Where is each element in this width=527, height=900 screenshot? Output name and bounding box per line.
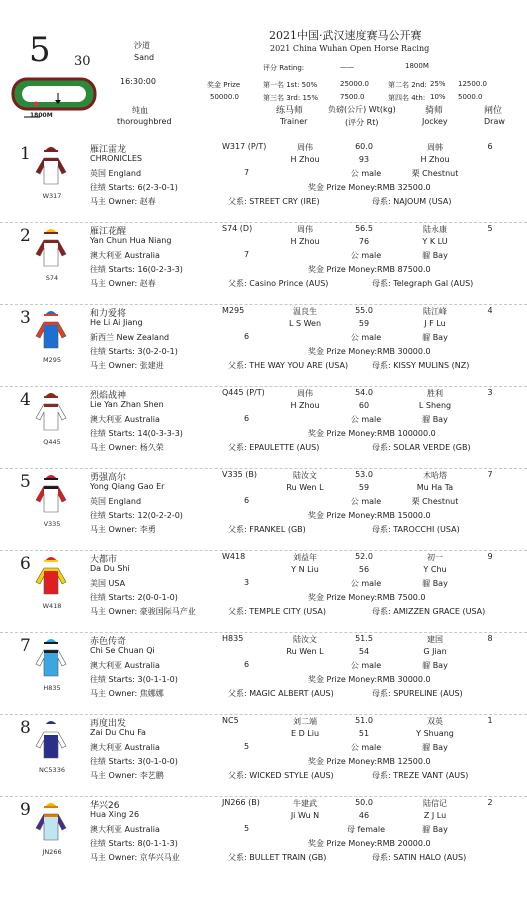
- horse-starts: 往绩 Starts: 16(0-2-3-3): [90, 265, 183, 274]
- sire: 父系: EPAULETTE (AUS): [228, 443, 320, 452]
- horse-code: V335: [43, 520, 61, 528]
- prize-3rd-label: 第三名 3rd: 15%: [263, 94, 319, 102]
- horse-entry: [0, 796, 527, 878]
- horse-draw-number: 5: [244, 824, 250, 833]
- horse-starts: 往绩 Starts: 8(0-1-1-3): [90, 839, 178, 848]
- horse-sex: 公 male: [350, 743, 382, 752]
- horse-name-cn: 雁江雷龙: [90, 145, 127, 155]
- jockey-en: Y Shuang: [416, 729, 454, 738]
- sire: 父系: STREET CRY (IRE): [228, 197, 320, 206]
- horse-code: Q445: [43, 438, 61, 446]
- horse-starts: 往绩 Starts: 3(0-1-1-0): [90, 675, 178, 684]
- horse-name-en: CHRONICLES: [90, 154, 142, 163]
- horse-code: M295: [42, 356, 61, 364]
- track-diagram: [10, 76, 100, 120]
- horse-number: 3: [20, 308, 31, 328]
- horse-name-cn: 和力爱将: [90, 309, 127, 319]
- horse-owner: 马主 Owner: 赵春: [90, 197, 156, 206]
- horse-weight: 56.5: [355, 224, 373, 233]
- horse-rating-score: 93: [358, 155, 370, 164]
- dam: 母系: AMIZZEN GRACE (USA): [372, 607, 486, 616]
- col-draw-cn: 闸位: [484, 106, 503, 116]
- col-trainer-en: Trainer: [280, 117, 308, 126]
- horse-starts: 往绩 Starts: 3(0-2-0-1): [90, 347, 178, 356]
- horse-number: 5: [20, 472, 31, 492]
- horse-name-cn: 烈焰战神: [90, 391, 127, 401]
- horse-weight: 51.0: [355, 716, 373, 725]
- sire: 父系: FRANKEL (GB): [228, 525, 306, 534]
- rating-label: 评分 Rating:: [263, 64, 305, 72]
- gate-number: 6: [487, 142, 493, 151]
- horse-rating-score: 59: [358, 319, 370, 328]
- horse-sex: 公 male: [350, 251, 382, 260]
- col-jockey-en: Jockey: [422, 117, 448, 126]
- prize-money: 奖金 Prize Money:RMB 30000.0: [308, 675, 431, 684]
- dam: 母系: Telegraph Gal (AUS): [372, 279, 474, 288]
- sire: 父系: TEMPLE CITY (USA): [228, 607, 327, 616]
- prize-4th-value: 5000.0: [458, 93, 483, 101]
- horse-owner: 马主 Owner: 李勇: [90, 525, 156, 534]
- horse-number: 7: [20, 636, 31, 656]
- track-distance-label: 1800M: [30, 112, 53, 119]
- gate-number: 4: [487, 306, 493, 315]
- horse-entry: [0, 714, 527, 797]
- horse-name-cn: 大都市: [90, 555, 118, 565]
- horse-owner: 马主 Owner: 京华兴马业: [90, 853, 180, 862]
- race-number: 5: [29, 30, 51, 70]
- rating-dash: ——: [340, 63, 354, 71]
- horse-code: W317: [42, 192, 62, 200]
- horse-name-cn: 勇强高尔: [90, 473, 127, 483]
- horse-name-en: He Li Ai Jiang: [90, 318, 143, 327]
- horse-sex: 公 male: [350, 497, 382, 506]
- col-trainer-cn: 练马师: [276, 106, 304, 116]
- horse-rating: NC5: [222, 716, 239, 725]
- trainer-en: Ru Wen L: [286, 647, 324, 656]
- race-title-en: 2021 China Wuhan Open Horse Racing: [270, 44, 430, 53]
- jockey-silk-icon: [35, 390, 67, 432]
- prize-2nd-label: 第二名 2nd:: [388, 81, 427, 89]
- horse-owner: 马主 Owner: 豪骏国际马产业: [90, 607, 196, 616]
- prize-money: 奖金 Prize Money:RMB 15000.0: [308, 511, 431, 520]
- horse-rating-score: 46: [358, 811, 370, 820]
- trainer-cn: 温良生: [293, 307, 317, 316]
- col-jockey-cn: 骑师: [425, 106, 444, 116]
- horse-owner: 马主 Owner: 赵春: [90, 279, 156, 288]
- horse-draw-number: 6: [244, 414, 250, 423]
- horse-name-en: Chi Se Chuan Qi: [90, 646, 155, 655]
- horse-name-cn: 雁江花醒: [90, 227, 127, 237]
- jockey-en: Z J Lu: [423, 811, 447, 820]
- trainer-en: H Zhou: [290, 401, 320, 410]
- horse-owner: 马主 Owner: 张建进: [90, 361, 164, 370]
- horse-entry: [0, 386, 527, 469]
- horse-rating: S74 (D): [222, 224, 253, 233]
- jockey-en: H Zhou: [420, 155, 450, 164]
- trainer-en: L S Wen: [288, 319, 322, 328]
- horse-number: 2: [20, 226, 31, 246]
- jockey-silk-icon: [35, 226, 67, 268]
- horse-rating: W317 (P/T): [222, 142, 267, 151]
- gate-number: 5: [487, 224, 493, 233]
- horse-draw-number: 6: [244, 496, 250, 505]
- horse-origin: 澳大利亚 Australia: [90, 825, 160, 834]
- race-distance-small: 30: [74, 54, 91, 69]
- jockey-en: Y K LU: [422, 237, 448, 246]
- prize-2nd-pct: 25%: [430, 80, 446, 88]
- prize-money: 奖金 Prize Money:RMB 32500.0: [308, 183, 431, 192]
- jockey-en: Mu Ha Ta: [416, 483, 454, 492]
- horse-sex: 公 male: [350, 415, 382, 424]
- gate-number: 3: [487, 388, 493, 397]
- surface-cn: 沙道: [134, 41, 150, 50]
- jockey-cn: 陆信记: [423, 799, 447, 808]
- horse-color: 栗 Chestnut: [411, 169, 459, 178]
- horse-rating: M295: [222, 306, 245, 315]
- horse-code: W418: [42, 602, 62, 610]
- trainer-en: Y N Liu: [291, 565, 319, 574]
- jockey-cn: 木哈塔: [423, 471, 447, 480]
- trainer-cn: 刘益年: [293, 553, 317, 562]
- jockey-cn: 陆江峰: [423, 307, 447, 316]
- race-title-cn: 2021中国·武汉速度赛马公开赛: [269, 29, 422, 42]
- jockey-cn: 初一: [427, 553, 443, 562]
- horse-rating: JN266 (B): [222, 798, 260, 807]
- horse-number: 9: [20, 800, 31, 820]
- jockey-en: G Jian: [423, 647, 447, 656]
- prize-label: 奖金 Prize: [207, 81, 241, 89]
- jockey-silk-icon: [35, 308, 67, 350]
- horse-sex: 母 female: [346, 825, 386, 834]
- prize-1st-value: 25000.0: [340, 80, 369, 88]
- surface-en: Sand: [134, 53, 155, 62]
- jockey-cn: 周韩: [427, 143, 443, 152]
- prize-4th-label: 第四名 4th:: [388, 94, 426, 102]
- horse-name-cn: 再度出发: [90, 719, 127, 729]
- prize-money: 奖金 Prize Money:RMB 100000.0: [308, 429, 436, 438]
- horse-code: H835: [43, 684, 61, 692]
- horse-sex: 公 male: [350, 169, 382, 178]
- jockey-cn: 双英: [427, 717, 443, 726]
- distance-top: 1800M: [405, 62, 429, 70]
- horse-name-cn: 华兴26: [90, 801, 120, 811]
- horse-weight: 53.0: [355, 470, 373, 479]
- prize-total: 50000.0: [210, 93, 239, 101]
- breed-en: thoroughbred: [117, 117, 172, 126]
- dam: 母系: NAJOUM (USA): [372, 197, 452, 206]
- trainer-cn: 陆汝文: [293, 635, 317, 644]
- dam: 母系: KISSY MULINS (NZ): [372, 361, 470, 370]
- prize-money: 奖金 Prize Money:RMB 7500.0: [308, 593, 426, 602]
- prize-money: 奖金 Prize Money:RMB 30000.0: [308, 347, 431, 356]
- jockey-silk-icon: [35, 554, 67, 596]
- trainer-en: Ru Wen L: [286, 483, 324, 492]
- horse-weight: 50.0: [355, 798, 373, 807]
- horse-starts: 往绩 Starts: 6(2-3-0-1): [90, 183, 178, 192]
- horse-entry: [0, 222, 527, 305]
- col-weight-en: (评分 Rt): [345, 118, 379, 127]
- jockey-silk-icon: [35, 636, 67, 678]
- prize-money: 奖金 Prize Money:RMB 87500.0: [308, 265, 431, 274]
- jockey-silk-icon: [35, 144, 67, 186]
- jockey-en: L Sheng: [418, 401, 452, 410]
- horse-rating: W418: [222, 552, 246, 561]
- dam: 母系: SOLAR VERDE (GB): [372, 443, 471, 452]
- horse-sex: 公 male: [350, 579, 382, 588]
- jockey-silk-icon: [35, 472, 67, 514]
- gate-number: 8: [487, 634, 493, 643]
- dam: 母系: SPURELINE (AUS): [372, 689, 463, 698]
- breed-cn: 纯血: [132, 106, 148, 115]
- horse-color: 骝 Bay: [422, 825, 448, 834]
- sire: 父系: BULLET TRAIN (GB): [228, 853, 327, 862]
- sire: 父系: THE WAY YOU ARE (USA): [228, 361, 349, 370]
- jockey-silk-icon: [35, 718, 67, 760]
- jockey-cn: 陆永康: [423, 225, 447, 234]
- col-weight-cn: 负磅(公斤) Wt(kg): [328, 105, 396, 114]
- jockey-cn: 建国: [427, 635, 443, 644]
- horse-weight: 51.5: [355, 634, 373, 643]
- horse-color: 骝 Bay: [422, 579, 448, 588]
- prize-2nd-value: 12500.0: [458, 80, 487, 88]
- trainer-cn: 刘二端: [293, 717, 317, 726]
- horse-origin: 新西兰 New Zealand: [90, 333, 170, 342]
- horse-entry: [0, 632, 527, 715]
- horse-name-en: Yong Qiang Gao Er: [90, 482, 165, 491]
- horse-entry: [0, 550, 527, 633]
- horse-owner: 马主 Owner: 焦娜娜: [90, 689, 164, 698]
- horse-name-en: Zai Du Chu Fa: [90, 728, 146, 737]
- horse-draw-number: 6: [244, 660, 250, 669]
- horse-origin: 澳大利亚 Australia: [90, 415, 160, 424]
- trainer-cn: 周伟: [297, 225, 313, 234]
- horse-sex: 公 male: [350, 661, 382, 670]
- horse-rating-score: 60: [358, 401, 370, 410]
- horse-rating-score: 51: [358, 729, 370, 738]
- horse-name-en: Hua Xing 26: [90, 810, 140, 819]
- jockey-cn: 胜利: [427, 389, 443, 398]
- gate-number: 7: [487, 470, 493, 479]
- horse-name-en: Yan Chun Hua Niang: [90, 236, 172, 245]
- horse-weight: 55.0: [355, 306, 373, 315]
- horse-code: S74: [45, 274, 59, 282]
- race-time: 16:30:00: [120, 77, 156, 86]
- horse-draw-number: 7: [244, 250, 250, 259]
- horse-color: 骝 Bay: [422, 251, 448, 260]
- prize-money: 奖金 Prize Money:RMB 12500.0: [308, 757, 431, 766]
- horse-number: 1: [20, 144, 31, 164]
- horse-entry: [0, 468, 527, 551]
- sire: 父系: WICKED STYLE (AUS): [228, 771, 334, 780]
- horse-number: 6: [20, 554, 31, 574]
- horse-entry: [0, 304, 527, 387]
- horse-color: 骝 Bay: [422, 661, 448, 670]
- horse-rating-score: 59: [358, 483, 370, 492]
- trainer-cn: 牛建武: [293, 799, 317, 808]
- horse-starts: 往绩 Starts: 3(0-1-0-0): [90, 757, 178, 766]
- horse-origin: 澳大利亚 Australia: [90, 661, 160, 670]
- trainer-en: Ji Wu N: [290, 811, 320, 820]
- prize-4th-pct: 10%: [430, 93, 446, 101]
- horse-origin: 澳大利亚 Australia: [90, 251, 160, 260]
- horse-sex: 公 male: [350, 333, 382, 342]
- jockey-silk-icon: [35, 800, 67, 842]
- horse-rating: H835: [222, 634, 244, 643]
- horse-rating: Q445 (P/T): [222, 388, 265, 397]
- dam: 母系: SATIN HALO (AUS): [372, 853, 467, 862]
- horse-rating: V335 (B): [222, 470, 258, 479]
- horse-origin: 澳大利亚 Australia: [90, 743, 160, 752]
- trainer-en: H Zhou: [290, 155, 320, 164]
- trainer-cn: 周伟: [297, 389, 313, 398]
- horse-number: 4: [20, 390, 31, 410]
- sire: 父系: Casino Prince (AUS): [228, 279, 329, 288]
- horse-draw-number: 6: [244, 332, 250, 341]
- horse-weight: 52.0: [355, 552, 373, 561]
- horse-rating-score: 76: [358, 237, 370, 246]
- horse-starts: 往绩 Starts: 14(0-3-3-3): [90, 429, 183, 438]
- horse-name-cn: 赤色传奇: [90, 637, 127, 647]
- prize-money: 奖金 Prize Money:RMB 20000.0: [308, 839, 431, 848]
- horse-weight: 60.0: [355, 142, 373, 151]
- trainer-cn: 陆汝文: [293, 471, 317, 480]
- col-draw-en: Draw: [484, 117, 505, 126]
- horse-number: 8: [20, 718, 31, 738]
- horse-draw-number: 5: [244, 742, 250, 751]
- horse-code: JN266: [42, 848, 62, 856]
- sire: 父系: MAGIC ALBERT (AUS): [228, 689, 334, 698]
- gate-number: 1: [487, 716, 493, 725]
- dam: 母系: TAROCCHI (USA): [372, 525, 460, 534]
- trainer-en: E D Liu: [290, 729, 320, 738]
- horse-origin: 美国 USA: [90, 579, 126, 588]
- horse-origin: 英国 England: [90, 497, 142, 506]
- horse-owner: 马主 Owner: 李艺鹏: [90, 771, 164, 780]
- horse-starts: 往绩 Starts: 12(0-2-2-0): [90, 511, 183, 520]
- horse-entry: [0, 140, 527, 223]
- horse-owner: 马主 Owner: 杨久荣: [90, 443, 164, 452]
- horse-rating-score: 54: [358, 647, 370, 656]
- prize-1st-label: 第一名 1st: 50%: [263, 81, 318, 89]
- horse-draw-number: 3: [244, 578, 250, 587]
- horse-name-en: Lie Yan Zhan Shen: [90, 400, 164, 409]
- trainer-cn: 周伟: [297, 143, 313, 152]
- prize-3rd-value: 7500.0: [340, 93, 365, 101]
- jockey-en: Y Chu: [423, 565, 447, 574]
- trainer-en: H Zhou: [290, 237, 320, 246]
- jockey-en: J F Lu: [424, 319, 446, 328]
- horse-weight: 54.0: [355, 388, 373, 397]
- horse-rating-score: 56: [358, 565, 370, 574]
- gate-number: 2: [487, 798, 493, 807]
- horse-origin: 英国 England: [90, 169, 142, 178]
- horse-color: 骝 Bay: [422, 415, 448, 424]
- horse-draw-number: 7: [244, 168, 250, 177]
- horse-color: 骝 Bay: [422, 743, 448, 752]
- horse-name-en: Da Du Shi: [90, 564, 130, 573]
- horse-color: 骝 Bay: [422, 333, 448, 342]
- horse-code: NC5336: [39, 766, 65, 774]
- gate-number: 9: [487, 552, 493, 561]
- dam: 母系: TREZE VANT (AUS): [372, 771, 469, 780]
- horse-color: 栗 Chestnut: [411, 497, 459, 506]
- horse-starts: 往绩 Starts: 2(0-0-1-0): [90, 593, 178, 602]
